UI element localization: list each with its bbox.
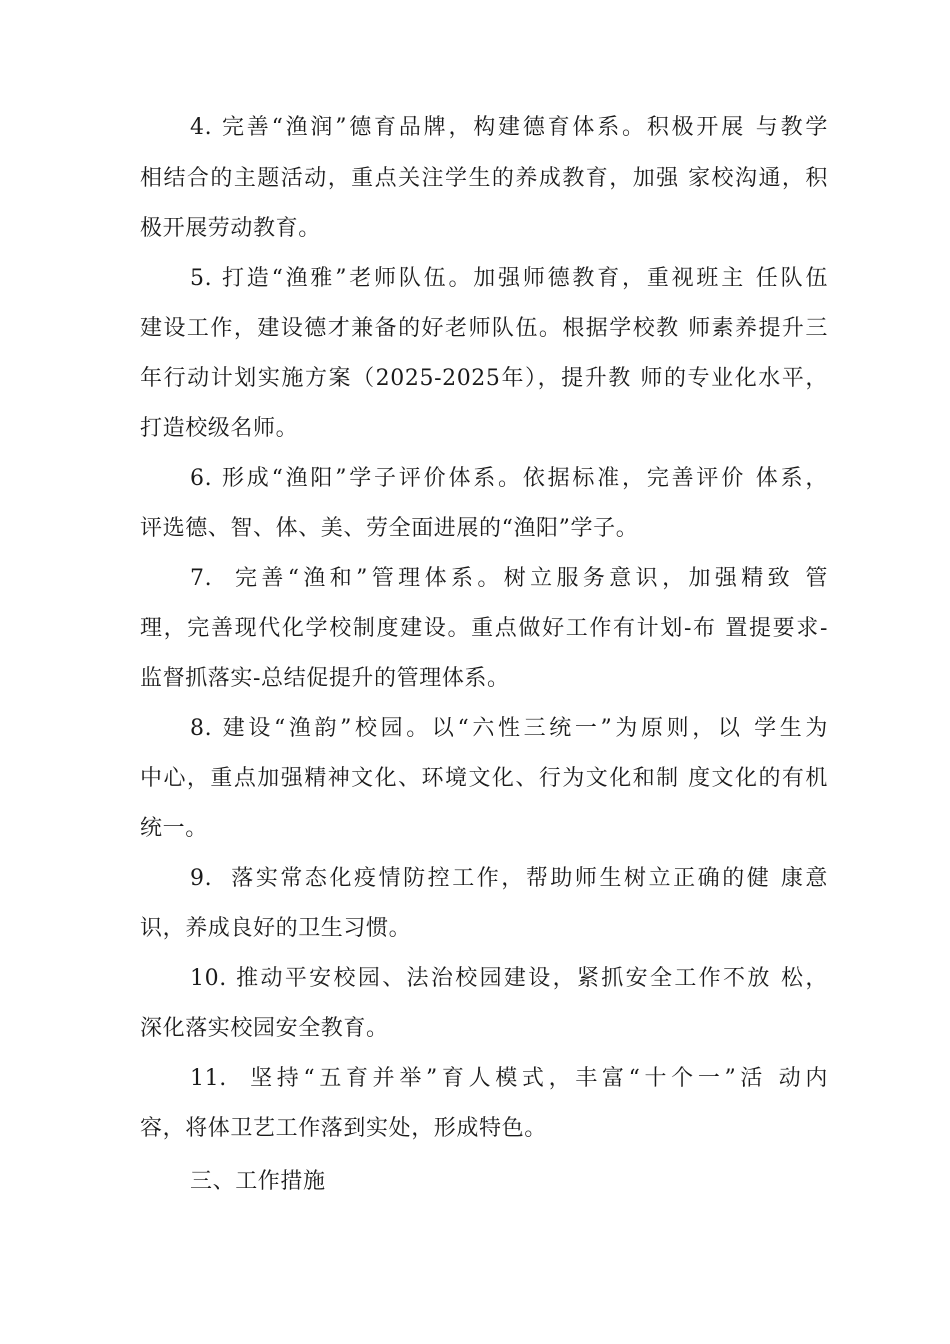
text-line: 建设工作，建设德才兼备的好老师队伍。根据学校教 师素养提升三 xyxy=(140,316,828,341)
text-line: 11. 坚持“五育并举”育人模式，丰富“十个一”活 动内 xyxy=(190,1066,828,1091)
text-line: 监督抓落实-总结促提升的管理体系。 xyxy=(140,666,510,691)
text-line: 极开展劳动教育。 xyxy=(140,216,321,241)
text-line: 评选德、智、体、美、劳全面进展的“渔阳”学子。 xyxy=(140,516,639,541)
text-line: 10. 推动平安校园、法治校园建设，紧抓安全工作不放 松， xyxy=(190,966,828,991)
text-line: 9. 落实常态化疫情防控工作，帮助师生树立正确的健 康意 xyxy=(190,866,828,891)
text-line: 年行动计划实施方案（2025-2025年），提升教 师的专业化水平， xyxy=(140,366,828,391)
text-line: 理，完善现代化学校制度建设。重点做好工作有计划-布 置提要求- xyxy=(140,616,828,641)
text-line: 8. 建设“渔韵”校园。以“六性三统一”为原则，以 学生为 xyxy=(190,716,828,741)
text-line: 5. 打造“渔雅”老师队伍。加强师德教育，重视班主 任队伍 xyxy=(190,266,828,291)
text-line: 识，养成良好的卫生习惯。 xyxy=(140,916,412,941)
text-line: 容，将体卫艺工作落到实处，形成特色。 xyxy=(140,1116,547,1141)
text-line: 中心，重点加强精神文化、环境文化、行为文化和制 度文化的有机 xyxy=(140,766,828,791)
text-line: 6. 形成“渔阳”学子评价体系。依据标准，完善评价 体系， xyxy=(190,466,828,491)
text-line: 打造校级名师。 xyxy=(140,416,299,441)
text-line: 统一。 xyxy=(140,816,208,841)
text-line: 4. 完善“渔润”德育品牌，构建德育体系。积极开展 与教学 xyxy=(190,115,828,140)
section-heading: 三、工作措施 xyxy=(190,1169,326,1194)
text-line: 相结合的主题活动，重点关注学生的养成教育，加强 家校沟通，积 xyxy=(140,166,828,191)
text-line: 深化落实校园安全教育。 xyxy=(140,1016,389,1041)
text-line: 7. 完善“渔和”管理体系。树立服务意识，加强精致 管 xyxy=(190,566,828,591)
